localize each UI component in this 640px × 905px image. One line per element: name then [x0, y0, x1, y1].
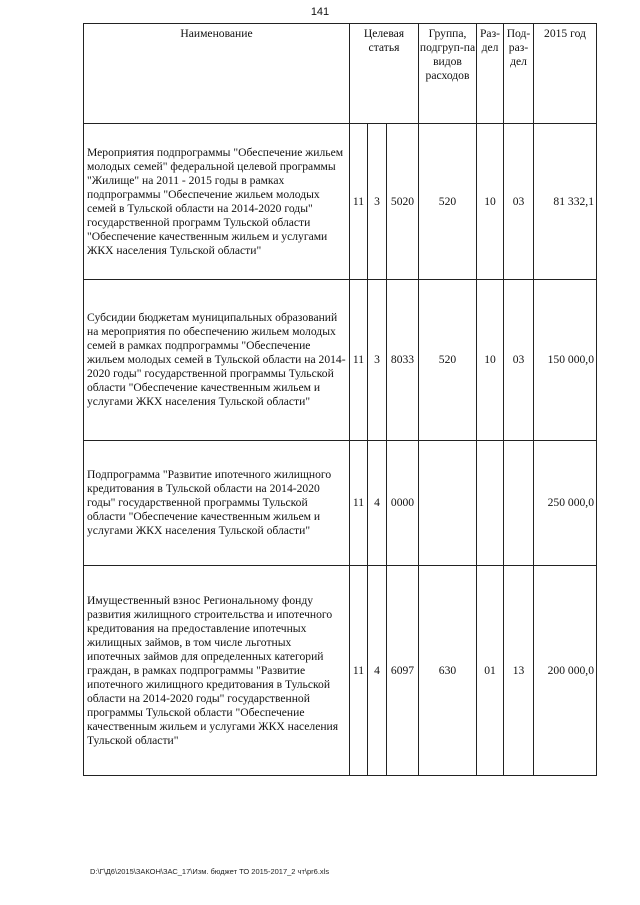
row-subsection: 03: [504, 124, 534, 280]
row-code-3: 8033: [387, 280, 419, 441]
row-subsection: [504, 441, 534, 566]
row-name: Подпрограмма "Развитие ипотечного жилищного кредитования в Тульской области на 2014-2020 годы" государственной программы Тульской области "Обеспечение качественным жильем и услугами ЖКХ населения Тульской области": [84, 441, 350, 566]
row-name: Мероприятия подпрограммы "Обеспечение жильем молодых семей" федеральной целевой программы "Жилище" на 2011 - 2015 годы в рамках подпрограммы "Обеспечение жильем молодых семей в Тульской области на 2014-2020 годы" государственной программ Тульской области "Обеспечение качественным жильем и услугами ЖКХ населения Тульской области": [84, 124, 350, 280]
row-group: 520: [419, 124, 477, 280]
row-code-1: 11: [350, 124, 368, 280]
row-code-1: 11: [350, 441, 368, 566]
header-group: Группа, подгруп-па видов расходов: [419, 24, 477, 124]
row-code-1: 11: [350, 566, 368, 776]
row-section: 01: [477, 566, 504, 776]
row-code-3: 5020: [387, 124, 419, 280]
header-row: [84, 24, 597, 124]
file-path-footer: D:\Г\Д6\2015\ЗАКОН\ЗАС_17\Изм. бюджет ТО 2015-2017_2 чт\pr6.xls: [90, 867, 330, 876]
row-amount: 150 000,0: [534, 280, 597, 441]
row-group: 520: [419, 280, 477, 441]
row-group: 630: [419, 566, 477, 776]
row-code-2: 4: [368, 441, 387, 566]
row-code-2: 4: [368, 566, 387, 776]
header-name: Наименование: [84, 24, 350, 124]
row-code-2: 3: [368, 124, 387, 280]
row-section: [477, 441, 504, 566]
row-name: Субсидии бюджетам муниципальных образований на мероприятия по обеспечению жильем молодых семей в рамках подпрограммы "Обеспечение жильем молодых семей в Тульской области на 2014-2020 годы" государственной программы Тульской области "Обеспечение качественным жильем и услугами ЖКХ населения Тульской области": [84, 280, 350, 441]
header-target-article: Целевая статья: [350, 24, 419, 124]
row-code-1: 11: [350, 280, 368, 441]
row-subsection: 03: [504, 280, 534, 441]
row-group: [419, 441, 477, 566]
table-row: [84, 566, 597, 776]
header-subsection: Под-раз-дел: [504, 24, 534, 124]
row-subsection: 13: [504, 566, 534, 776]
row-section: 10: [477, 124, 504, 280]
row-code-3: 0000: [387, 441, 419, 566]
row-amount: 81 332,1: [534, 124, 597, 280]
table-row: [84, 280, 597, 441]
table-row: [84, 441, 597, 566]
header-year: 2015 год: [534, 24, 597, 124]
row-amount: 250 000,0: [534, 441, 597, 566]
budget-table: [83, 23, 597, 776]
row-section: 10: [477, 280, 504, 441]
row-code-2: 3: [368, 280, 387, 441]
header-section: Раз-дел: [477, 24, 504, 124]
table-row: [84, 124, 597, 280]
row-name: Имущественный взнос Региональному фонду развития жилищного строительства и ипотечного кредитования на предоставление ипотечных жилищных займов, в том числе льготных ипотечных займов для определенных категорий граждан, в рамках подпрограммы "Развитие ипотечного жилищного кредитования в Тульской области на 2014-2020 годы" государственной программы Тульской области "Обеспечение качественным жильем и услугами ЖКХ населения Тульской области": [84, 566, 350, 776]
page-number: 141: [310, 6, 330, 18]
row-code-3: 6097: [387, 566, 419, 776]
row-amount: 200 000,0: [534, 566, 597, 776]
